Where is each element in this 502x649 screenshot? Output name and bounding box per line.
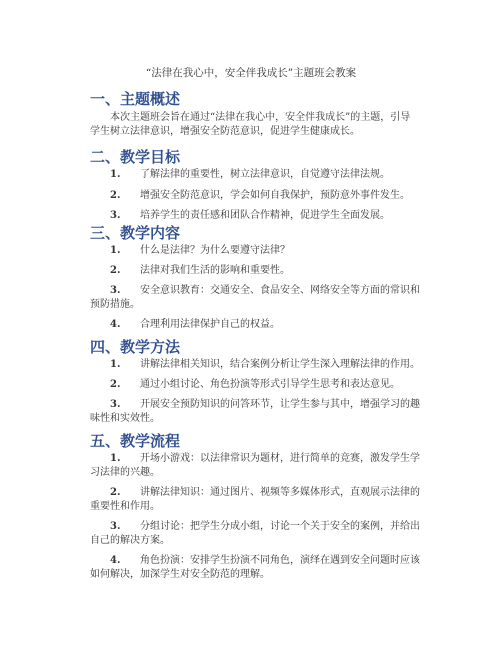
section-heading-overview: 一、主题概述 <box>90 90 181 108</box>
item-number: 1. <box>110 169 121 180</box>
item-number: 2. <box>110 190 121 201</box>
process-item-4 <box>90 554 420 582</box>
item-text: 安全意识教育：交通安全、食品安全、网络安全等方面的常识和预防措施。 <box>90 285 420 310</box>
content-item-3 <box>90 284 420 312</box>
overview-paragraph: 本次主题班会旨在通过“法律在我心中，安全伴我成长”的主题，引导学生树立法律意识，增强安全防范意识，促进学生健康成长。 <box>90 112 411 137</box>
item-text: 合理利用法律保护自己的权益。 <box>140 319 280 330</box>
item-number: 2. <box>110 265 121 276</box>
item-text: 角色扮演：安排学生扮演不同角色，演绎在遇到安全问题时应该如何解决，加深学生对安全防范的理解。 <box>90 555 420 580</box>
section-heading-content: 三、教学内容 <box>90 224 181 242</box>
content-item-1 <box>90 244 420 258</box>
item-number: 3. <box>110 210 121 221</box>
goal-item-3 <box>90 209 420 223</box>
item-number: 4. <box>110 555 121 566</box>
item-text: 开场小游戏：以法律常识为题材，进行简单的竞赛，激发学生学习法律的兴趣。 <box>90 453 420 478</box>
section-heading-methods: 四、教学方法 <box>90 338 181 356</box>
item-number: 1. <box>110 245 121 256</box>
method-item-1 <box>90 358 420 372</box>
item-text: 通过小组讨论、角色扮演等形式引导学生思考和表达意见。 <box>140 379 400 390</box>
item-text: 培养学生的责任感和团队合作精神，促进学生全面发展。 <box>140 210 390 221</box>
item-text: 增强安全防范意识，学会如何自我保护，预防意外事件发生。 <box>140 190 410 201</box>
method-item-3 <box>90 398 420 426</box>
process-item-1 <box>90 452 420 480</box>
item-number: 2. <box>110 487 121 498</box>
item-text: 讲解法律知识：通过图片、视频等多媒体形式，直观展示法律的重要性和作用。 <box>90 487 420 512</box>
content-item-4 <box>90 318 420 332</box>
method-item-2 <box>90 378 420 392</box>
process-item-3 <box>90 520 420 548</box>
item-number: 3. <box>110 521 121 532</box>
item-text: 法律对我们生活的影响和重要性。 <box>140 265 290 276</box>
item-number: 1. <box>110 453 121 464</box>
item-text: 什么是法律？为什么要遵守法律？ <box>140 245 290 256</box>
item-number: 3. <box>110 399 121 410</box>
goal-item-1 <box>90 168 420 182</box>
section-heading-goals: 二、教学目标 <box>90 148 181 166</box>
document-title: “法律在我心中，安全伴我成长”主题班会教案 <box>145 67 357 79</box>
item-text: 分组讨论：把学生分成小组，讨论一个关于安全的案例，并给出自己的解决方案。 <box>90 521 420 546</box>
process-item-2 <box>90 486 420 514</box>
content-item-2 <box>90 264 420 278</box>
item-number: 3. <box>110 285 121 296</box>
item-number: 4. <box>110 319 121 330</box>
item-text: 讲解法律相关知识，结合案例分析让学生深入理解法律的作用。 <box>140 359 420 370</box>
section-heading-process: 五、教学流程 <box>90 432 181 450</box>
goal-item-2 <box>90 189 420 203</box>
item-text: 了解法律的重要性，树立法律意识，自觉遵守法律法规。 <box>140 169 390 180</box>
item-text: 开展安全预防知识的问答环节，让学生参与其中，增强学习的趣味性和实效性。 <box>90 399 420 424</box>
item-number: 2. <box>110 379 121 390</box>
item-number: 1. <box>110 359 121 370</box>
